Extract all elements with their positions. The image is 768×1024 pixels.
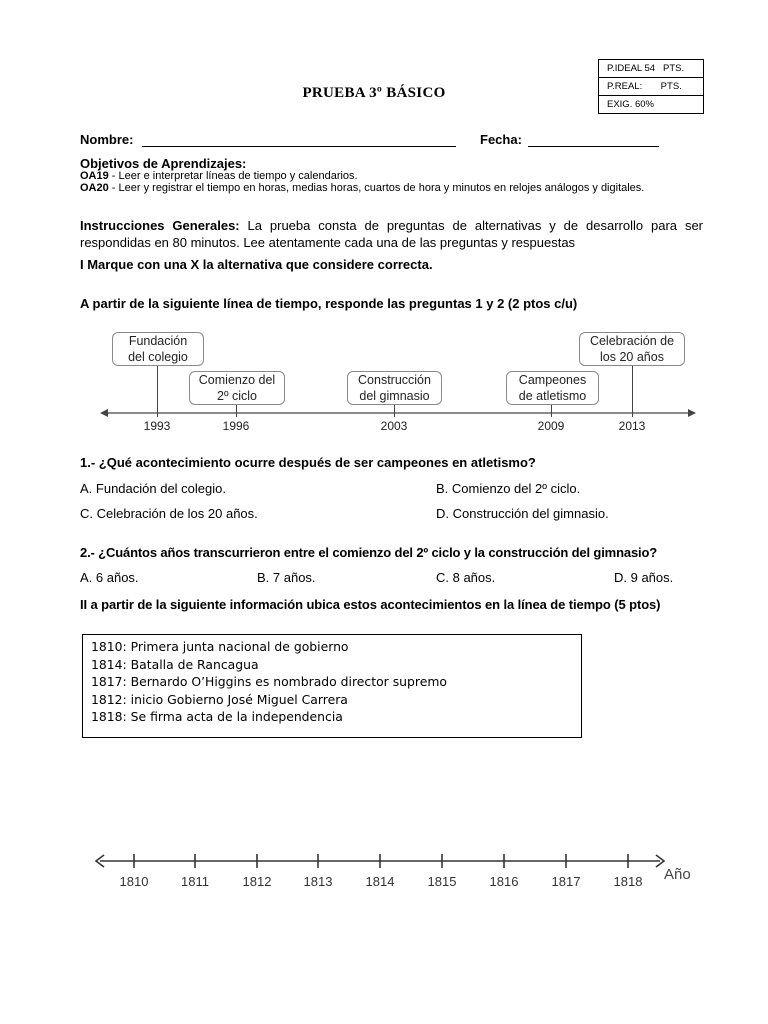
tick-1996 bbox=[236, 403, 237, 417]
event-fundacion-line2: del colegio bbox=[128, 350, 188, 364]
tick-1993 bbox=[157, 364, 158, 417]
year-2009: 2009 bbox=[537, 419, 565, 433]
q2-option-a[interactable]: A. 6 años. bbox=[80, 570, 139, 585]
tl2-year-1817: 1817 bbox=[551, 874, 581, 889]
q1-option-b[interactable]: B. Comienzo del 2º ciclo. bbox=[436, 481, 581, 496]
q1-question: 1.- ¿Qué acontecimiento ocurre después de ser campeones en atletismo? bbox=[80, 455, 536, 470]
instructions-label: Instrucciones Generales: bbox=[80, 218, 240, 233]
event-line-1818: 1818: Se firma acta de la independencia bbox=[91, 709, 343, 724]
event-comienzo-line2: 2º ciclo bbox=[217, 389, 257, 403]
tick-2009 bbox=[551, 403, 552, 417]
event-comienzo-line1: Comienzo del bbox=[198, 373, 276, 387]
q1-option-a[interactable]: A. Fundación del colegio. bbox=[80, 481, 226, 496]
event-construccion-line2: del gimnasio bbox=[359, 389, 430, 403]
timeline-2 bbox=[0, 840, 768, 900]
event-line-1817: 1817: Bernardo O’Higgins es nombrado director supremo bbox=[91, 674, 447, 689]
tl2-axis-label: Año bbox=[664, 866, 691, 883]
section1-title: I Marque con una X la alternativa que considere correcta. bbox=[80, 257, 433, 272]
event-celebracion-line2: los 20 años bbox=[600, 350, 664, 364]
year-1996: 1996 bbox=[222, 419, 250, 433]
tl2-year-1811: 1811 bbox=[181, 874, 209, 889]
year-1993: 1993 bbox=[143, 419, 171, 433]
oa19-code: OA19 bbox=[80, 170, 109, 182]
oa19-text: - Leer e interpretar líneas de tiempo y calendarios. bbox=[108, 170, 358, 182]
timeline-2-axis bbox=[94, 852, 666, 870]
tl2-year-1816: 1816 bbox=[489, 874, 519, 889]
tl2-year-1812: 1812 bbox=[242, 874, 272, 889]
oa20-text: - Leer y registrar el tiempo en horas, medias horas, cuartos de hora y minutos en relojes análogos y digitales. bbox=[108, 182, 645, 194]
event-fundacion bbox=[112, 332, 204, 366]
q2-option-c[interactable]: C. 8 años. bbox=[436, 570, 496, 585]
timeline-prompt: A partir de la siguiente línea de tiempo, responde las preguntas 1 y 2 (2 ptos c/u) bbox=[80, 296, 578, 311]
tick-2013 bbox=[632, 364, 633, 417]
score-ideal: P.IDEAL 54 PTS. bbox=[599, 60, 703, 78]
nombre-label: Nombre: bbox=[80, 132, 134, 147]
tl2-year-1814: 1814 bbox=[365, 874, 395, 889]
event-construccion bbox=[347, 371, 442, 405]
tl2-year-1815: 1815 bbox=[427, 874, 457, 889]
q2-option-d[interactable]: D. 9 años. bbox=[614, 570, 674, 585]
events-box bbox=[82, 634, 582, 738]
timeline-1-axis bbox=[100, 406, 696, 420]
year-2003: 2003 bbox=[380, 419, 408, 433]
fecha-label: Fecha: bbox=[480, 132, 522, 147]
event-comienzo bbox=[189, 371, 285, 405]
tl2-year-1810: 1810 bbox=[119, 874, 149, 889]
page-title: PRUEBA 3º BÁSICO bbox=[302, 85, 446, 101]
q1-option-c[interactable]: C. Celebración de los 20 años. bbox=[80, 506, 258, 521]
q2-question: 2.- ¿Cuántos años transcurrieron entre el comienzo del 2º ciclo y la construcción del gimnasio? bbox=[80, 545, 658, 560]
year-2013: 2013 bbox=[618, 419, 646, 433]
instructions-text: La prueba consta de preguntas de alternativas y de desarrollo para ser respondidas en 80 minutos. Lee atentamente cada una de las preguntas y respuestas bbox=[80, 218, 703, 250]
event-campeones-line1: Campeones bbox=[518, 373, 587, 387]
event-celebracion-line1: Celebración de bbox=[589, 334, 675, 348]
score-exig: EXIG. 60% bbox=[607, 99, 654, 110]
event-celebracion bbox=[579, 332, 685, 366]
section2-title: II a partir de la siguiente información ubica estos acontecimientos en la línea de tiempo (5 ptos) bbox=[80, 597, 661, 612]
tl2-year-1813: 1813 bbox=[303, 874, 333, 889]
q2-option-b[interactable]: B. 7 años. bbox=[257, 570, 316, 585]
event-line-1810: 1810: Primera junta nacional de gobierno bbox=[91, 639, 349, 654]
event-fundacion-line1: Fundación bbox=[128, 334, 188, 348]
event-line-1812: 1812: inicio Gobierno José Miguel Carrera bbox=[91, 691, 348, 707]
q1-option-d[interactable]: D. Construcción del gimnasio. bbox=[436, 506, 609, 521]
oa20-code: OA20 bbox=[80, 182, 109, 194]
event-campeones-line2: de atletismo bbox=[518, 389, 587, 403]
event-construccion-line1: Construcción bbox=[358, 373, 431, 387]
tl2-year-1818: 1818 bbox=[613, 874, 643, 889]
event-campeones bbox=[506, 371, 599, 405]
tick-2003 bbox=[394, 403, 395, 417]
event-line-1814: 1814: Batalla de Rancagua bbox=[91, 656, 259, 672]
score-real: P.REAL: PTS. bbox=[599, 78, 703, 96]
objectives-heading: Objetivos de Aprendizajes: bbox=[80, 156, 247, 171]
timeline-1 bbox=[0, 0, 768, 440]
